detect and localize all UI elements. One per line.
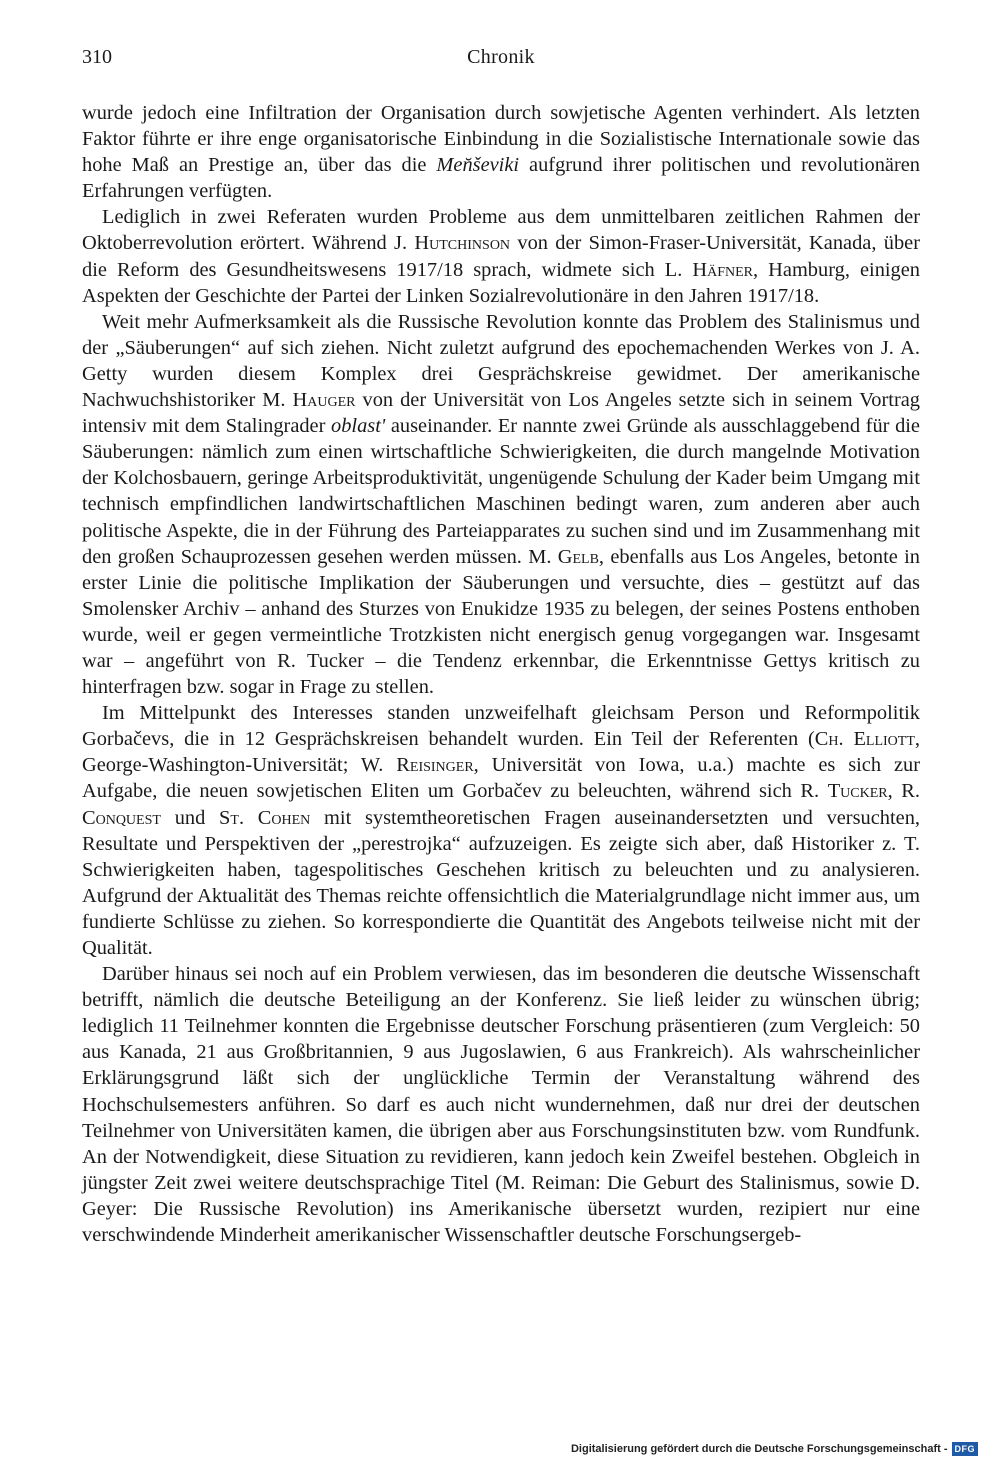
author-name: Hauger — [292, 389, 356, 412]
text-run: und — [160, 806, 220, 829]
italic-term: oblast' — [331, 415, 386, 438]
author-name: St. Cohen — [219, 806, 311, 829]
page-header — [82, 46, 920, 72]
author-name: Häfner — [692, 258, 754, 281]
text-run: , ebenfalls aus Los Angeles, betonte in erster Linie die politische Implikation der Säuberungen und versuchte, dies – gestützt auf das Smolensker Archiv – anhand des Sturzes von Enukidze 1935 zu belegen, der seines Postens enthoben wurde, weil er gegen vermeintliche Trotzkisten nicht energisch genug vorgegangen war. Insgesamt war – angeführt von R. Tucker – die Tendenz erkennbar, die Erkenntnisse Gettys kritisch zu hinterfragen bzw. sogar in Frage zu stellen. — [82, 545, 920, 699]
text-run: aufgrund ihrer politischen und revolutionären Erfahrungen verfügten. — [82, 154, 920, 203]
text-run: auseinander. Er nannte zwei Gründe als ausschlaggebend für die Säuberungen: nämlich zum einen wirtschaftliche Schwierigkeiten, die durch mangelnde Motivation der Kolchosbauern, geringe Arbeitsproduktivität, ungenügende Schulung der Kader beim Umgang mit technisch empfindlichen landwirtschaftlichen Maschinen bedingt waren, zum anderen aber auch politische Aspekte, die in der Führung des Parteiapparates zu suchen sind und im Zusammenhang mit den großen Schauprozessen gesehen werden müssen. M. — [82, 415, 920, 568]
author-name: Hutchinson — [414, 232, 511, 255]
text-run: mit systemtheoretischen Fragen auseinandersetzten und versuchten, Resultate und Perspektiven der „perestrojka“ aufzuzeigen. Es zeigte sich aber, daß Historiker z. T. Schwierigkeiten haben, tagespolitisches Geschehen kritisch zu beleuchten und zu analysieren. Aufgrund der Aktualität des Themas reichte offensichtlich die Materialgrundlage nicht immer aus, um fundierte Schlüsse zu ziehen. So korrespondierte die Quantität des Angebots teilweise nicht mit der Qualität. — [82, 806, 920, 959]
dfg-logo: DFG — [952, 1442, 979, 1456]
paragraph-3 — [82, 309, 920, 700]
author-name: Tucker — [827, 780, 888, 803]
author-name: Ch. Elliott — [814, 728, 915, 751]
footer-text: Digitalisierung gefördert durch die Deutsche Forschungsgemeinschaft - — [570, 1443, 948, 1455]
paragraph-4 — [82, 700, 920, 961]
body-text — [82, 100, 920, 1248]
text-run: , George-Washington-Universität; W. — [82, 728, 921, 777]
digitization-footer — [571, 1441, 978, 1457]
paragraph-5 — [82, 961, 920, 1248]
text-run: Darüber hinaus sei noch auf ein Problem verwiesen, das im besonderen die deutsche Wissenschaft betrifft, nämlich die deutsche Beteiligung an der Konferenz. Sie ließ leider zu wünschen übrig; lediglich 11 Teilnehmer konnten die Ergebnisse deutscher Forschung präsentieren (zum Vergleich: 50 aus Kanada, 21 aus Großbritannien, 9 aus Jugoslawien, 6 aus Frankreich). Als wahrscheinlicher Erklärungsgrund läßt sich der unglückliche Termin der Veranstaltung während des Hochschulsemesters anführen. So darf es auch nicht wundernehmen, daß nur drei der deutschen Teilnehmer von Universitäten kamen, die übrigen aber aus Forschungsinstituten bzw. vom Rundfunk. An der Notwendigkeit, diese Situation zu revidieren, kann jedoch kein Zweifel bestehen. Obgleich in jüngster Zeit zwei weitere deutschsprachige Titel (M. Reiman: Die Geburt des Stalinismus, sowie D. Geyer: Die Russische Revolution) ins Amerikanische übersetzt wurden, rezipiert nur eine verschwindende Minderheit amerikanischer Wissenschaftler deutsche Forschungsergeb- — [82, 963, 920, 1247]
text-run: Weit mehr Aufmerksamkeit als die Russische Revolution konnte das Problem des Stalinismus und der „Säuberungen“ auf sich ziehen. Nicht zuletzt aufgrund des epochemachenden Werkes von J. A. Getty wurden diesem Komplex drei Gesprächskreise gewidmet. Der amerikanische Nachwuchshistoriker M. — [82, 310, 920, 412]
page-number: 310 — [82, 46, 112, 68]
running-title: Chronik — [467, 46, 535, 68]
paragraph-2 — [82, 204, 920, 308]
text-run: Im Mittelpunkt des Interesses standen unzweifelhaft gleichsam Person und Reformpolitik Gorbačevs, die in 12 Gesprächskreisen behandelt wurden. Ein Teil der Referenten ( — [82, 702, 920, 751]
text-run: , Universität von Iowa, u.a.) machte es sich zur Aufgabe, die neuen sowjetischen Eliten um Gorbačev zu beleuchten, während sich R. — [82, 754, 920, 803]
text-run: wurde jedoch eine Infiltration der Organisation durch sowjetische Agenten verhindert. Als letzten Faktor führte er ihre enge organisatorische Einbindung in die Sozialistische Internationale sowie das hohe Maß an Prestige an, über das die — [82, 102, 920, 177]
italic-term: Men̆ševiki — [436, 154, 520, 177]
text-run: , Hamburg, einigen Aspekten der Geschichte der Partei der Linken Sozialrevolutionäre in den Jahren 1917/18. — [82, 258, 920, 307]
paragraph-1 — [82, 100, 920, 204]
text-run: von der Simon-Fraser-Universität, Kanada, über die Reform des Gesundheitswesens 1917/18 sprach, widmete sich L. — [82, 232, 920, 281]
text-run: Lediglich in zwei Referaten wurden Probleme aus dem unmittelbaren zeitlichen Rahmen der Oktoberrevolution erörtert. Während J. — [82, 206, 920, 255]
text-run: , R. — [887, 780, 920, 803]
text-run: von der Universität von Los Angeles setzte sich in seinem Vortrag intensiv mit dem Stalingrader — [82, 389, 920, 438]
author-name: Conquest — [82, 806, 161, 829]
author-name: Reisinger — [396, 754, 474, 777]
author-name: Gelb — [557, 545, 599, 568]
